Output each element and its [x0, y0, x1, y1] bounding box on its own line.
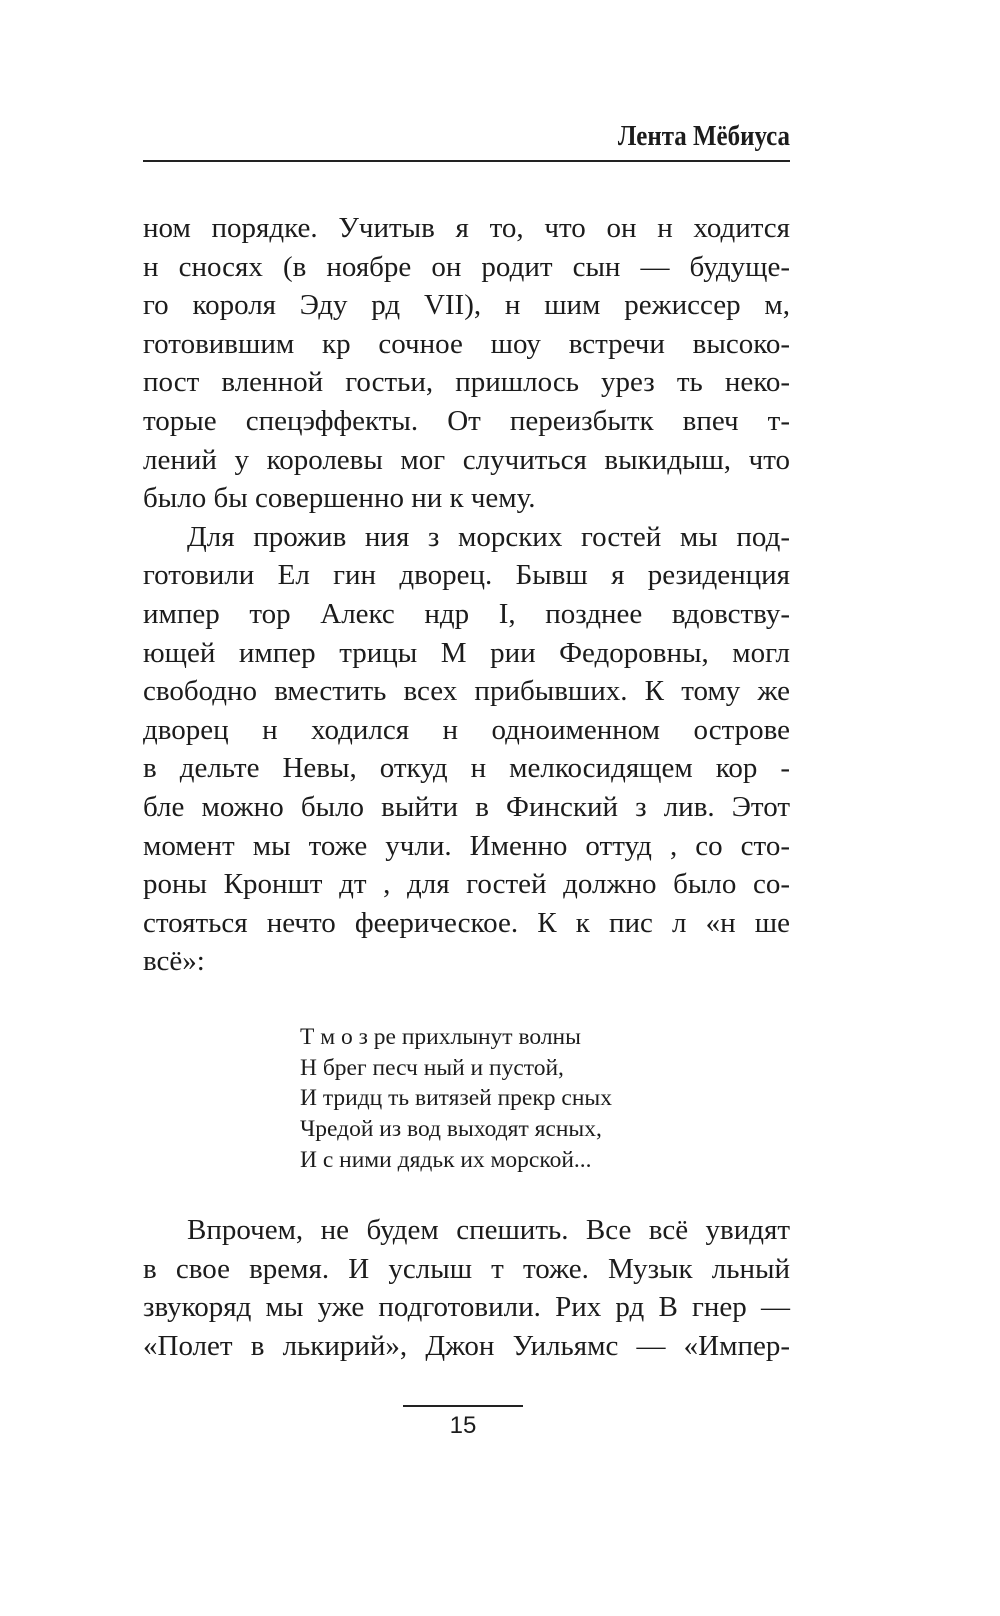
text-line: в свое время. И услыш т тоже. Музык льный [143, 1252, 790, 1285]
text-line: роны Кроншт дт , для гостей должно было со- [143, 868, 790, 901]
text-line: бле можно было выйти в Финский з лив. Этот [143, 790, 790, 823]
paragraph-2 [143, 518, 790, 981]
paragraph-1 [143, 209, 790, 518]
text-line: «Полет в лькирий», Джон Уильямс — «Импер- [143, 1329, 790, 1362]
footer-rule [403, 1405, 523, 1407]
text-line: было бы совершенно ни к чему. [143, 482, 536, 515]
verse-line: И с ними дядьк их морской... [300, 1146, 592, 1173]
text-line: ющей импер трицы М рии Федоровны, могл [143, 636, 790, 669]
verse-line: И тридц ть витязей прекр сных [300, 1085, 612, 1112]
text-line: дворец н ходился н одноименном острове [143, 713, 790, 746]
verse-line: Т м о з ре прихлынут волны [300, 1024, 581, 1050]
main-text [143, 209, 790, 981]
text-line: готовили Ел гин дворец. Бывш я резиденция [143, 559, 790, 592]
text-line: импер тор Алекс ндр I, позднее вдовству- [143, 597, 790, 630]
text-line: торые спецэффекты. От переизбытк впеч т- [143, 404, 790, 437]
text-line: го короля Эду рд VII), н шим режиссер м, [143, 289, 790, 322]
verse-quote [300, 1022, 720, 1176]
text-line: н сносях (в ноябре он родит сын — будуще- [143, 250, 790, 283]
text-line: готовившим кр сочное шоу встречи высоко- [143, 327, 790, 360]
header-rule [143, 160, 790, 162]
text-line: свободно вместить всех прибывших. К тому же [143, 675, 790, 708]
paragraph-3 [143, 1211, 790, 1365]
running-title: Лента Мёбиуса [617, 120, 790, 152]
text-line: момент мы тоже учли. Именно оттуд , со сто- [143, 829, 790, 862]
text-line: Для прожив ния з морских гостей мы под- [187, 520, 790, 553]
text-line: ном порядке. Учитыв я то, что он н ходится [143, 212, 790, 244]
text-line: пост вленной гостьи, пришлось урез ть неко- [143, 366, 790, 399]
text-line: в дельте Невы, откуд н мелкосидящем кор - [143, 752, 790, 785]
verse-line: Чредой из вод выходят ясных, [300, 1116, 602, 1143]
text-line: стояться нечто феерическое. К к пис л «н ше [143, 906, 790, 939]
closing-text [143, 1211, 790, 1365]
verse-line: Н брег песч ный и пустой, [300, 1054, 564, 1081]
text-line: звукоряд мы уже подготовили. Рих рд В гнер — [143, 1291, 790, 1324]
text-line: лений у королевы мог случиться выкидыш, что [143, 443, 790, 476]
text-line: Впрочем, не будем спешить. Все всё увидят [187, 1214, 790, 1246]
text-line: всё»: [143, 945, 205, 978]
page-number: 15 [449, 1412, 477, 1439]
